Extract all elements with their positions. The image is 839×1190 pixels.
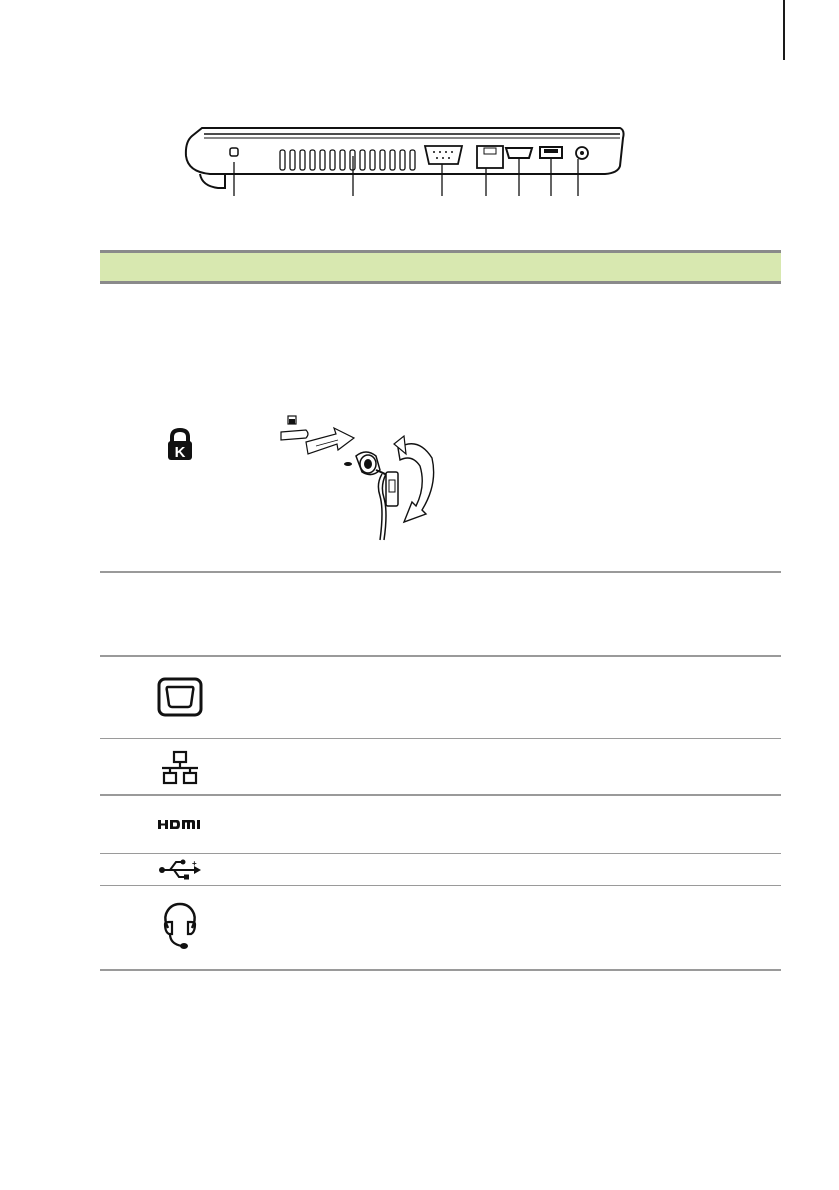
table-header xyxy=(100,250,781,284)
kensington-lock-icon xyxy=(150,414,210,474)
table-row-hdmi xyxy=(100,796,781,854)
svg-text:K: K xyxy=(174,444,186,461)
table-row-kensington xyxy=(100,284,781,573)
headset-icon xyxy=(150,898,210,954)
port-table xyxy=(100,250,781,971)
usb-icon xyxy=(150,858,210,882)
svg-text:+: + xyxy=(192,859,197,868)
table-row-display-port xyxy=(100,657,781,739)
table-row-headset xyxy=(100,886,781,971)
table-row-ventilation xyxy=(100,573,781,657)
table-row-network xyxy=(100,739,781,796)
vga-display-icon xyxy=(150,675,210,719)
lock-cable-illustration xyxy=(276,414,446,544)
laptop-left-side-figure xyxy=(180,118,630,198)
table-row-usb xyxy=(100,854,781,886)
hdmi-icon xyxy=(150,814,210,834)
page-edge-marker xyxy=(783,0,785,60)
network-icon xyxy=(150,749,210,787)
